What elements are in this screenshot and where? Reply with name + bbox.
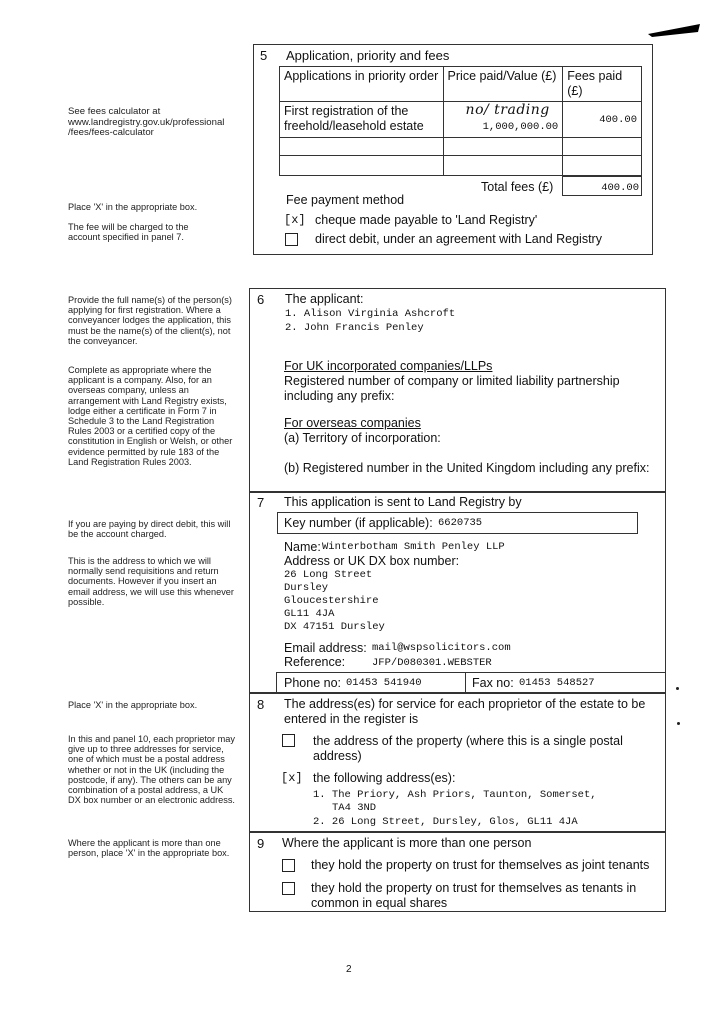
applicant-2: 2. John Francis Penley <box>285 322 424 334</box>
address-line-2: Dursley <box>284 582 329 594</box>
following-addresses-label: the following address(es): <box>313 771 456 785</box>
direct-debit-checkbox[interactable] <box>285 233 298 246</box>
total-fees-box[interactable] <box>562 176 642 196</box>
note-fee-charged: The fee will be charged to the account specified in panel 7. <box>68 222 189 243</box>
row1-fee-cell[interactable] <box>563 102 642 138</box>
panel-7-number: 7 <box>257 495 265 510</box>
uk-companies-text: Registered number of company or limited liability partnership including any prefix: <box>284 374 620 403</box>
phone-label: Phone no: <box>284 676 341 690</box>
panel-6-title: The applicant: <box>285 292 364 306</box>
address-line-3: Gloucestershire <box>284 595 379 607</box>
key-number-label: Key number (if applicable): <box>284 516 433 530</box>
registered-number-label: (b) Registered number in the United Kingdom including any prefix: <box>284 461 650 475</box>
note-place-x-panel8: Place 'X' in the appropriate box. <box>68 700 198 710</box>
reference-label: Reference: <box>284 655 346 669</box>
phone-left-border <box>276 672 277 693</box>
address-line-4: GL11 4JA <box>284 608 335 620</box>
col-header-fees: Fees paid (£) <box>563 67 642 102</box>
service-address-1b: TA4 3ND <box>332 802 377 814</box>
fee-payment-method: Fee payment method <box>286 193 405 207</box>
applicant-1: 1. Alison Virginia Ashcroft <box>285 308 456 320</box>
uk-companies-heading: For UK incorporated companies/LLPs <box>284 359 493 373</box>
address-line-5: DX 47151 Dursley <box>284 621 385 633</box>
territory-label: (a) Territory of incorporation: <box>284 431 441 445</box>
fax-value: 01453 548527 <box>519 677 595 689</box>
direct-debit-label: direct debit, under an agreement with Land Registry <box>315 232 602 246</box>
row1-price-cell[interactable] <box>443 102 563 138</box>
row1-fee: 400.00 <box>599 114 637 126</box>
note-address: This is the address to which we will normally send requisitions and return documents. However if you insert an email address, we will use this whenever possible. <box>68 556 234 607</box>
empty-cell[interactable] <box>280 138 444 156</box>
empty-cell[interactable] <box>563 156 642 176</box>
name-value: Winterbotham Smith Penley LLP <box>322 541 505 553</box>
fees-table <box>279 66 642 176</box>
col-header-price: Price paid/Value (£) <box>443 67 563 102</box>
name-label: Name: <box>284 540 321 554</box>
panel-5-title: Application, priority and fees <box>286 48 450 63</box>
reference-value: JFP/D080301.WEBSTER <box>372 657 492 669</box>
empty-cell[interactable] <box>563 138 642 156</box>
tenants-in-common-checkbox[interactable] <box>282 882 295 895</box>
joint-tenants-checkbox[interactable] <box>282 859 295 872</box>
scan-speck <box>677 722 680 725</box>
scan-mark <box>640 18 702 40</box>
panel-8-title: The address(es) for service for each proprietor of the estate to be entered in the register is <box>284 697 646 726</box>
address-line-1: 26 Long Street <box>284 569 373 581</box>
empty-cell[interactable] <box>443 156 563 176</box>
phone-fax-divider <box>465 672 466 693</box>
fax-label: Fax no: <box>472 676 514 690</box>
property-address-checkbox[interactable] <box>282 734 295 747</box>
panel-8-number: 8 <box>257 697 265 712</box>
note-address-for-service: In this and panel 10, each proprietor may give up to three addresses for service, one of which must be a postal address whether or not in the UK (including the postcode, if any). The others can be any combination of a postal address, a UK DX box number or an electronic address. <box>68 734 236 806</box>
tenants-in-common-label: they hold the property on trust for themselves as tenants in common in equal shares <box>311 881 637 910</box>
panel-7-title: This application is sent to Land Registry by <box>284 495 522 509</box>
note-more-than-one: Where the applicant is more than one person, place 'X' in the appropriate box. <box>68 838 230 859</box>
empty-cell[interactable] <box>280 156 444 176</box>
cheque-label: cheque made payable to 'Land Registry' <box>315 213 538 227</box>
joint-tenants-label: they hold the property on trust for themselves as joint tenants <box>311 858 650 872</box>
phone-value: 01453 541940 <box>346 677 422 689</box>
service-address-1a: 1. The Priory, Ash Priors, Taunton, Somerset, <box>313 789 597 801</box>
cheque-checkbox[interactable]: [x] <box>284 213 306 227</box>
page-number: 2 <box>346 964 352 975</box>
note-direct-debit: If you are paying by direct debit, this will be the account charged. <box>68 519 231 540</box>
row1-price: 1,000,000.00 <box>482 121 559 133</box>
col-header-applications: Applications in priority order <box>280 67 444 102</box>
panel-5-number: 5 <box>260 48 268 63</box>
panel-6-number: 6 <box>257 292 265 307</box>
following-addresses-checkbox[interactable]: [x] <box>281 771 303 785</box>
row1-application: First registration of the freehold/leasehold estate <box>280 102 444 138</box>
panel-9-title: Where the applicant is more than one person <box>282 836 532 850</box>
address-label: Address or UK DX box number: <box>284 554 460 568</box>
total-fees-value: 400.00 <box>601 182 639 194</box>
phone-row-divider <box>276 672 666 673</box>
note-fees-calculator: See fees calculator at www.landregistry.gov.uk/professional /fees/fees-calculator <box>68 106 225 138</box>
note-full-names: Provide the full name(s) of the person(s) applying for first registration. Where a conveyancer lodges the application, this must be the name(s) of the client(s), not the conveyancer. <box>68 295 232 346</box>
scan-speck <box>676 687 679 690</box>
email-label: Email address: <box>284 641 367 655</box>
property-address-label: the address of the property (where this is a single postal address) <box>313 734 623 763</box>
total-fees-label: Total fees (£) <box>481 180 554 194</box>
panel-9-number: 9 <box>257 836 265 851</box>
email-value: mail@wspsolicitors.com <box>372 642 511 654</box>
service-address-2: 2. 26 Long Street, Dursley, Glos, GL11 4JA <box>313 816 578 828</box>
note-place-x-panel5: Place 'X' in the appropriate box. <box>68 202 198 212</box>
key-number-value: 6620735 <box>438 517 483 529</box>
overseas-heading: For overseas companies <box>284 416 421 430</box>
note-company: Complete as appropriate where the applicant is a company. Also, for an overseas company, unless an arrangement with Land Registry exists, lodge either a certificate in Form 7 in Schedule 3 to the Land Registration Rules 2003 or a certified copy of the constitution in English or Welsh, or other evidence permitted by rule 183 of the Land Registration Rules 2003. <box>68 365 233 467</box>
row1-handwritten: no/ trading <box>465 102 550 118</box>
empty-cell[interactable] <box>443 138 563 156</box>
